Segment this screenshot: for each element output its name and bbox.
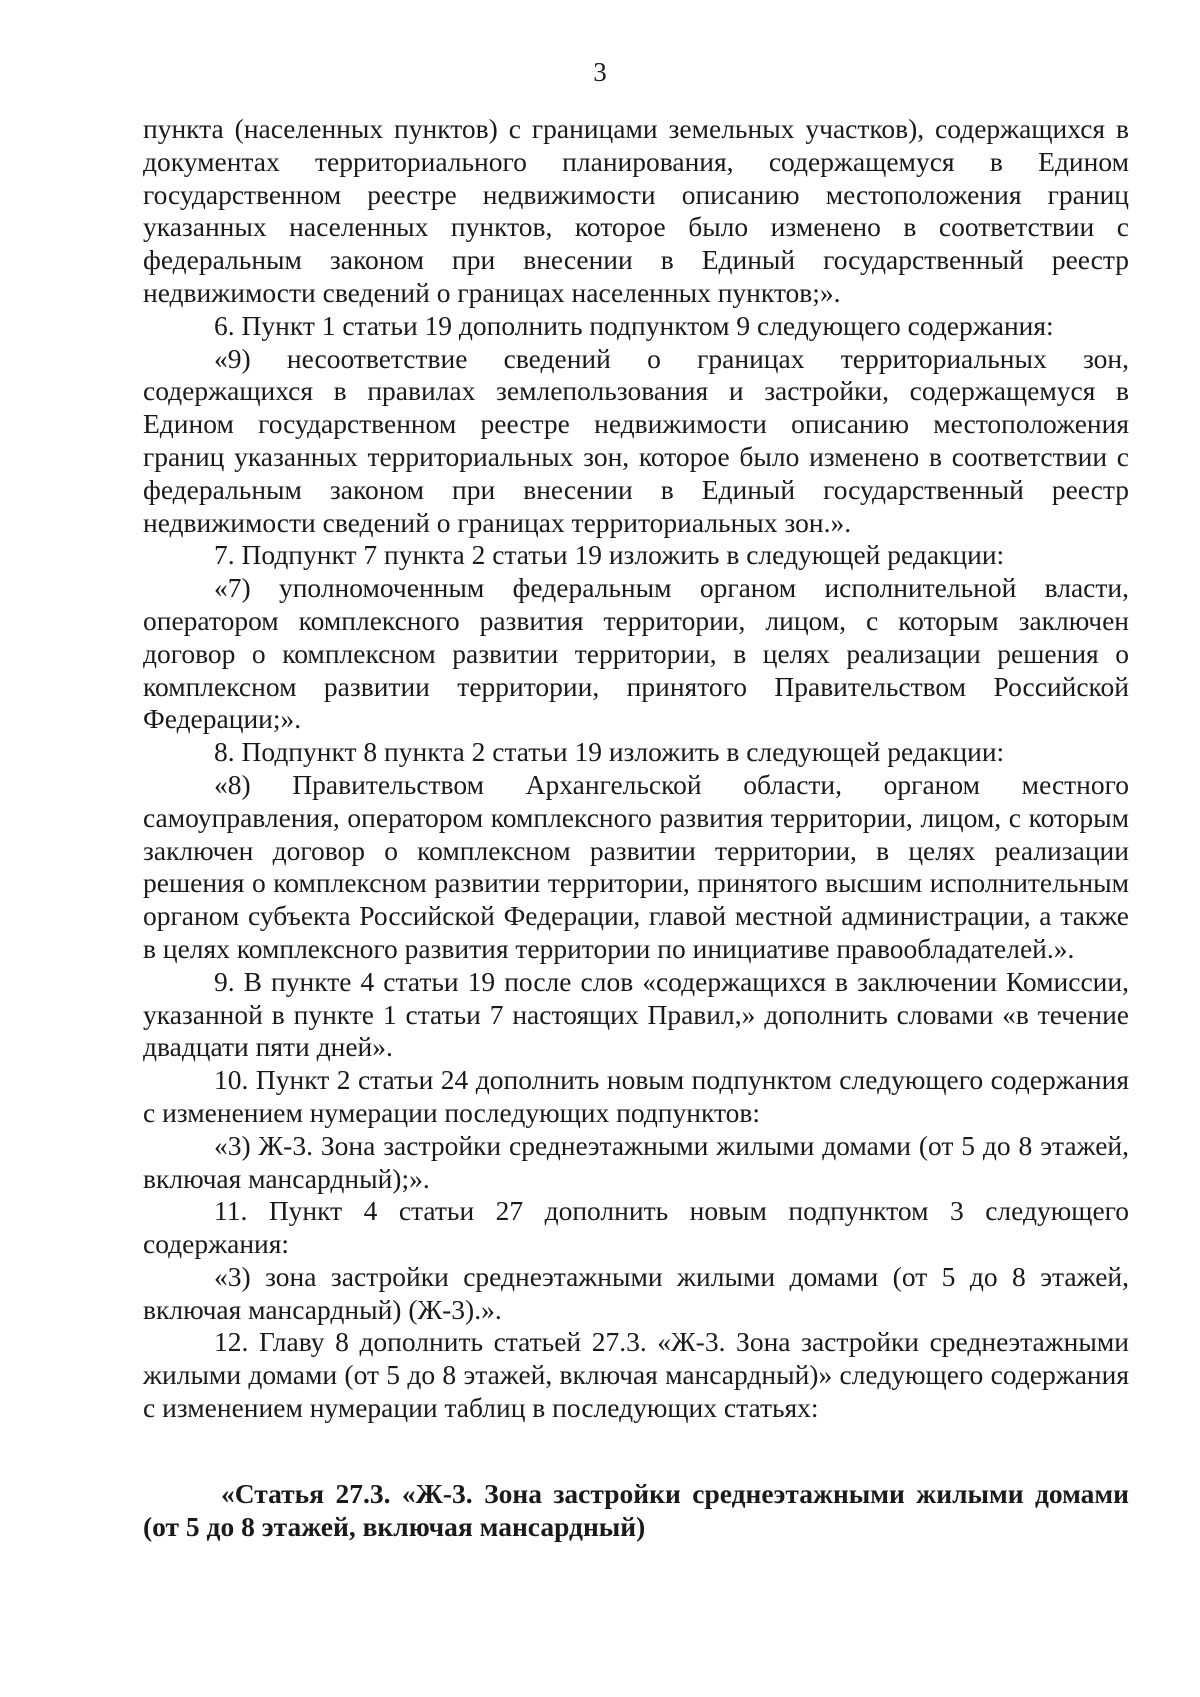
article-heading-text: «Статья 27.3. «Ж-3. Зона застройки среднеэтажными жилыми домами (от 5 до 8 этажей, включая мансардный) (143, 1478, 1129, 1542)
paragraph-quote-9: «9) несоответствие сведений о границах территориальных зон, содержащихся в правилах землепользования и застройки, содержащемуся в Едином государственном реестре недвижимости описанию местоположения границ указанных территориальных зон, которое было изменено в соответствии с федеральным законом при внесении в Единый государственный реестр недвижимости сведений о границах территориальных зон.». (143, 342, 1129, 538)
page-number: 3 (593, 57, 607, 87)
paragraph-item-6: 6. Пункт 1 статьи 19 дополнить подпунктом 9 следующего содержания: (214, 309, 1054, 341)
paragraph-item-7: 7. Подпункт 7 пункта 2 статьи 19 изложить в следующей редакции: (214, 539, 1005, 571)
paragraph-quote-8: «8) Правительством Архангельской области, органом местного самоуправления, оператором комплексного развития территории, лицом, с которым заключен договор о комплексном развитии территории, в целях реализации решения о комплексном развитии территории, принятого высшим исполнительным органом субъекта Российской Федерации, главой местной администрации, а также в целях комплексного развития территории по инициативе правообладателей.». (143, 768, 1129, 964)
paragraph-item-9: 9. В пункте 4 статьи 19 после слов «содержащихся в заключении Комиссии, указанной в пункте 1 статьи 7 настоящих Правил,» дополнить словами «в течение двадцати пяти дней». (143, 965, 1129, 1063)
paragraph-continuation: пункта (населенных пунктов) с границами земельных участков), содержащихся в документах территориального планирования, содержащемуся в Едином государственном реестре недвижимости описанию местоположения границ указанных населенных пунктов, которое было изменено в соответствии с федеральным законом при внесении в Единый государственный реестр недвижимости сведений о границах населенных пунктов;». (143, 113, 1129, 308)
paragraph-quote-zh3: «3) Ж-3. Зона застройки среднеэтажными жилыми домами (от 5 до 8 этажей, включая мансардный);». (143, 1129, 1129, 1194)
paragraph-quote-7: «7) уполномоченным федеральным органом исполнительной власти, оператором комплексного развития территории, лицом, с которым заключен договор о комплексном развитии территории, в целях реализации решения о комплексном развитии территории, принятого Правительством Российской Федерации;». (143, 572, 1129, 735)
document-body (143, 113, 1129, 1425)
paragraph-item-10: 10. Пункт 2 статьи 24 дополнить новым подпунктом следующего содержания с изменением нумерации последующих подпунктов: (143, 1064, 1129, 1128)
paragraph-item-12: 12. Главу 8 дополнить статьей 27.3. «Ж-3. Зона застройки среднеэтажными жилыми домами (от 5 до 8 этажей, включая мансардный)» следующего содержания с изменением нумерации таблиц в последующих статьях: (143, 1326, 1129, 1424)
paragraph-quote-3: «3) зона застройки среднеэтажными жилыми домами (от 5 до 8 этажей, включая мансардный) (Ж-3).». (143, 1260, 1129, 1325)
paragraph-item-8: 8. Подпункт 8 пункта 2 статьи 19 изложить в следующей редакции: (214, 736, 1005, 768)
paragraph-item-11: 11. Пункт 4 статьи 27 дополнить новым подпунктом 3 следующего содержания: (143, 1195, 1129, 1260)
article-heading (143, 1478, 1129, 1544)
